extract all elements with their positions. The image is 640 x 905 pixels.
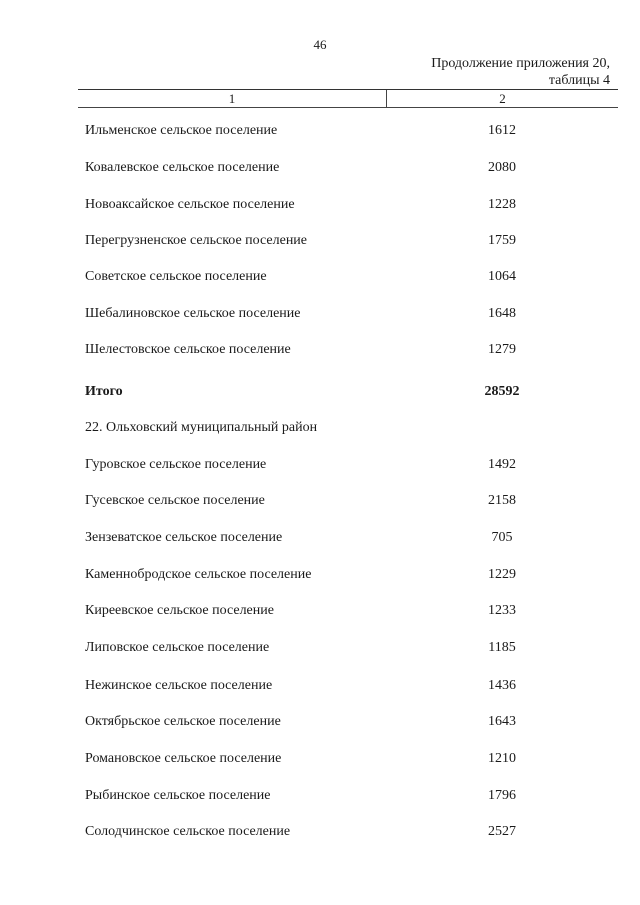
table-row (0, 340, 640, 360)
settlement-value: 2158 (488, 493, 516, 508)
settlement-name: Шебалиновское сельское поселение (85, 306, 301, 321)
table-row (0, 786, 640, 806)
settlement-value: 1643 (488, 714, 516, 729)
table-row (0, 267, 640, 287)
table-row (0, 676, 640, 696)
table-row (0, 712, 640, 732)
table-row (0, 121, 640, 141)
table-row (0, 455, 640, 475)
settlement-value: 705 (491, 530, 513, 545)
settlement-name: Романовское сельское поселение (85, 751, 282, 766)
settlement-value: 1228 (488, 197, 516, 212)
settlement-name: Октябрьское сельское поселение (85, 714, 281, 729)
settlement-name: Солодчинское сельское поселение (85, 824, 291, 839)
settlement-name: Рыбинское сельское поселение (85, 788, 271, 803)
settlement-value: 1436 (488, 678, 516, 693)
settlement-value: 2527 (488, 824, 516, 839)
settlement-value: 1796 (488, 788, 516, 803)
district-heading-row (0, 418, 640, 438)
table-row (0, 565, 640, 585)
settlement-name: Киреевское сельское поселение (85, 603, 274, 618)
settlement-value: 1210 (488, 751, 516, 766)
settlement-name: Каменнобродское сельское поселение (85, 567, 312, 582)
settlement-name: Нежинское сельское поселение (85, 678, 273, 693)
settlement-name: Ильменское сельское поселение (85, 123, 278, 138)
appendix-continuation-note (431, 55, 610, 89)
settlement-value: 2080 (488, 160, 516, 175)
table-row (0, 195, 640, 215)
table-row (0, 638, 640, 658)
settlement-name: Новоаксайское сельское поселение (85, 197, 295, 212)
settlement-name: Ковалевское сельское поселение (85, 160, 280, 175)
page-number: 46 (313, 37, 327, 52)
table-row (0, 822, 640, 842)
settlement-value: 1759 (488, 233, 516, 248)
settlement-name: Шелестовское сельское поселение (85, 342, 291, 357)
settlement-value: 1229 (488, 567, 516, 582)
settlement-value: 1492 (488, 457, 516, 472)
table-row (0, 601, 640, 621)
column-number-1: 1 (228, 91, 236, 106)
column-number-2: 2 (499, 91, 506, 106)
table-row (0, 231, 640, 251)
settlement-value: 1612 (488, 123, 516, 138)
continuation-line-2: таблицы 4 (548, 73, 610, 88)
settlement-name: Зензеватское сельское поселение (85, 530, 283, 545)
table-row (0, 528, 640, 548)
settlement-name: Советское сельское поселение (85, 269, 267, 284)
table-row (0, 304, 640, 324)
settlement-value: 1648 (488, 306, 516, 321)
settlement-name: Перегрузненское сельское поселение (85, 233, 308, 248)
settlement-name: Гусевское сельское поселение (85, 493, 265, 508)
settlement-value: 1185 (488, 640, 516, 655)
settlement-value: 1233 (488, 603, 516, 618)
settlement-name: Липовское сельское поселение (85, 640, 270, 655)
continuation-line-1: Продолжение приложения 20, (431, 56, 610, 71)
settlement-name: Гуровское сельское поселение (85, 457, 267, 472)
total-value: 28592 (484, 384, 520, 399)
district-heading: 22. Ольховский муниципальный район (85, 420, 318, 435)
table-row (0, 158, 640, 178)
total-label: Итого (85, 384, 123, 399)
total-row (0, 382, 640, 402)
settlement-value: 1279 (488, 342, 516, 357)
settlement-value: 1064 (488, 269, 516, 284)
table-row (0, 749, 640, 769)
table-header (78, 89, 618, 108)
table-row (0, 491, 640, 511)
